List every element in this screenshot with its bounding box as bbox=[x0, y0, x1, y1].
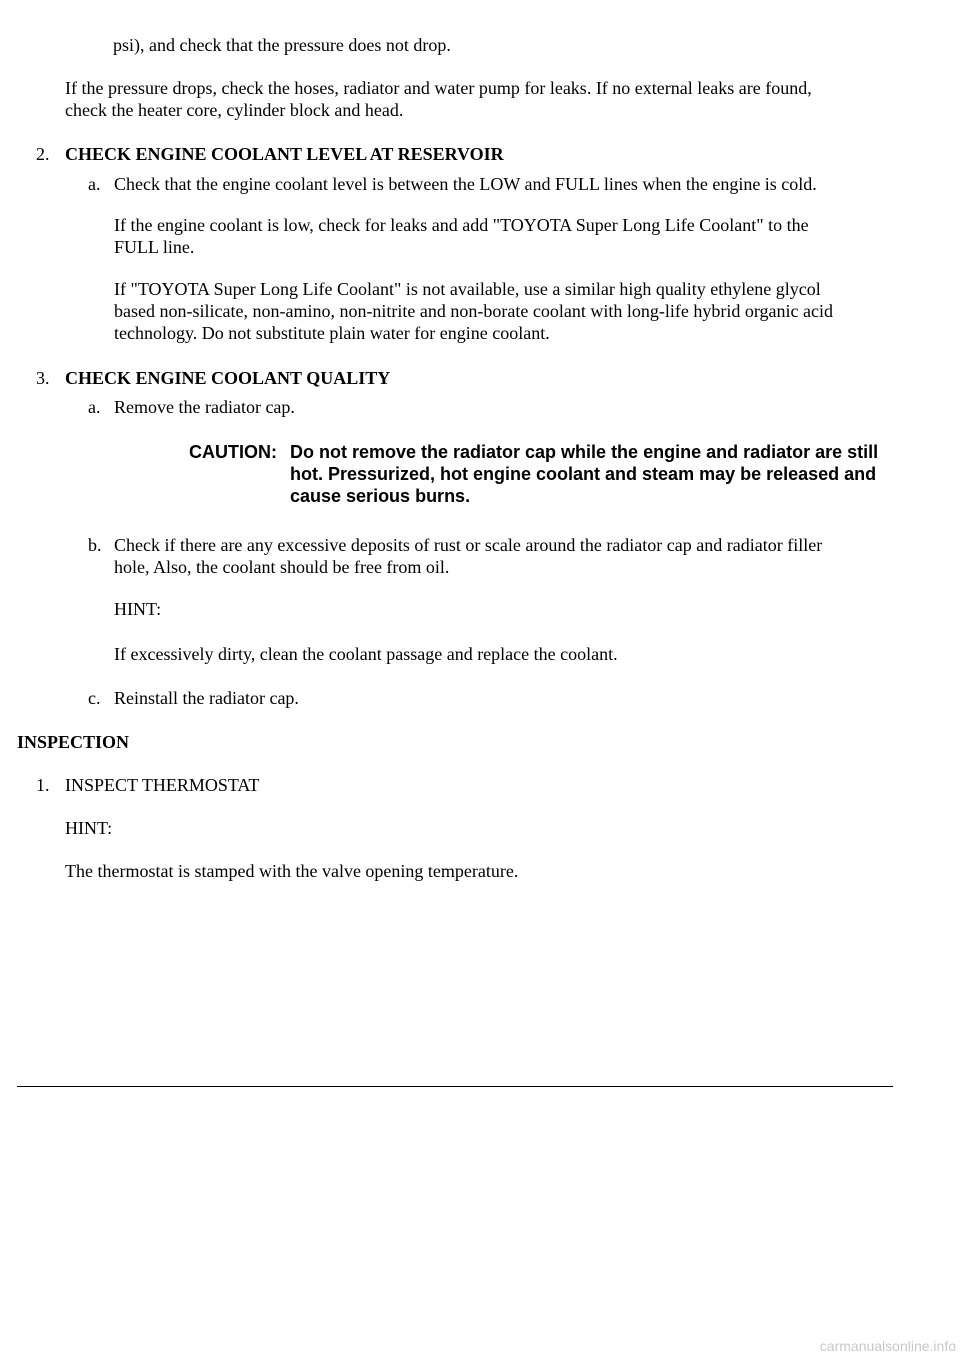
inspection-heading: INSPECTION bbox=[17, 732, 130, 752]
step-3b-hint-label: HINT: bbox=[114, 599, 162, 619]
caution-text: Do not remove the radiator cap while the engine and radiator are still hot. Pressurized, hot engine coolant and steam may be released and cause serious burns. bbox=[290, 442, 879, 506]
caution-label: CAUTION: bbox=[189, 442, 277, 462]
step-2a-note-1-line-2: FULL line. bbox=[114, 237, 195, 257]
step-3a-text: Remove the radiator cap. bbox=[114, 397, 295, 417]
inspection-1-hint-label: HINT: bbox=[65, 818, 113, 838]
step-3b-line-2: hole, Also, the coolant should be free from oil. bbox=[114, 557, 450, 577]
step-3-number: 3. bbox=[36, 368, 50, 388]
step-2a-text: Check that the engine coolant level is between the LOW and FULL lines when the engine is cold. bbox=[114, 174, 817, 194]
step-3b-letter: b. bbox=[88, 535, 102, 555]
step-3a-letter: a. bbox=[88, 397, 101, 417]
step-3c-letter: c. bbox=[88, 688, 101, 708]
caution-box bbox=[189, 441, 890, 507]
step-2a-note-2-line-1: If "TOYOTA Super Long Life Coolant" is not available, use a similar high quality ethylene glycol bbox=[114, 279, 821, 299]
step-2a-letter: a. bbox=[88, 174, 101, 194]
inspection-1-text: INSPECT THERMOSTAT bbox=[65, 775, 260, 795]
step-3-heading: CHECK ENGINE COOLANT QUALITY bbox=[65, 368, 391, 388]
step-2a-note-2-line-2: based non-silicate, non-amino, non-nitrite and non-borate coolant with long-life hybrid organic acid bbox=[114, 301, 833, 321]
intro-paragraph-line-2: check the heater core, cylinder block and head. bbox=[65, 100, 404, 120]
inspection-1-hint-text: The thermostat is stamped with the valve opening temperature. bbox=[65, 861, 519, 881]
intro-line: psi), and check that the pressure does not drop. bbox=[113, 35, 451, 55]
step-3b-hint-text: If excessively dirty, clean the coolant passage and replace the coolant. bbox=[114, 644, 618, 664]
watermark: carmanualsonline.info bbox=[819, 1338, 956, 1354]
step-3c-text: Reinstall the radiator cap. bbox=[114, 688, 299, 708]
step-2-heading: CHECK ENGINE COOLANT LEVEL AT RESERVOIR bbox=[65, 144, 504, 164]
footer-divider bbox=[17, 1086, 893, 1087]
step-2a-note-1-line-1: If the engine coolant is low, check for leaks and add "TOYOTA Super Long Life Coolant" to the bbox=[114, 215, 809, 235]
step-2-number: 2. bbox=[36, 144, 50, 164]
inspection-1-number: 1. bbox=[36, 775, 50, 795]
step-3b-line-1: Check if there are any excessive deposits of rust or scale around the radiator cap and radiator filler bbox=[114, 535, 823, 555]
step-2a-note-2-line-3: technology. Do not substitute plain water for engine coolant. bbox=[114, 323, 550, 343]
intro-paragraph-line-1: If the pressure drops, check the hoses, radiator and water pump for leaks. If no external leaks are found, bbox=[65, 78, 812, 98]
